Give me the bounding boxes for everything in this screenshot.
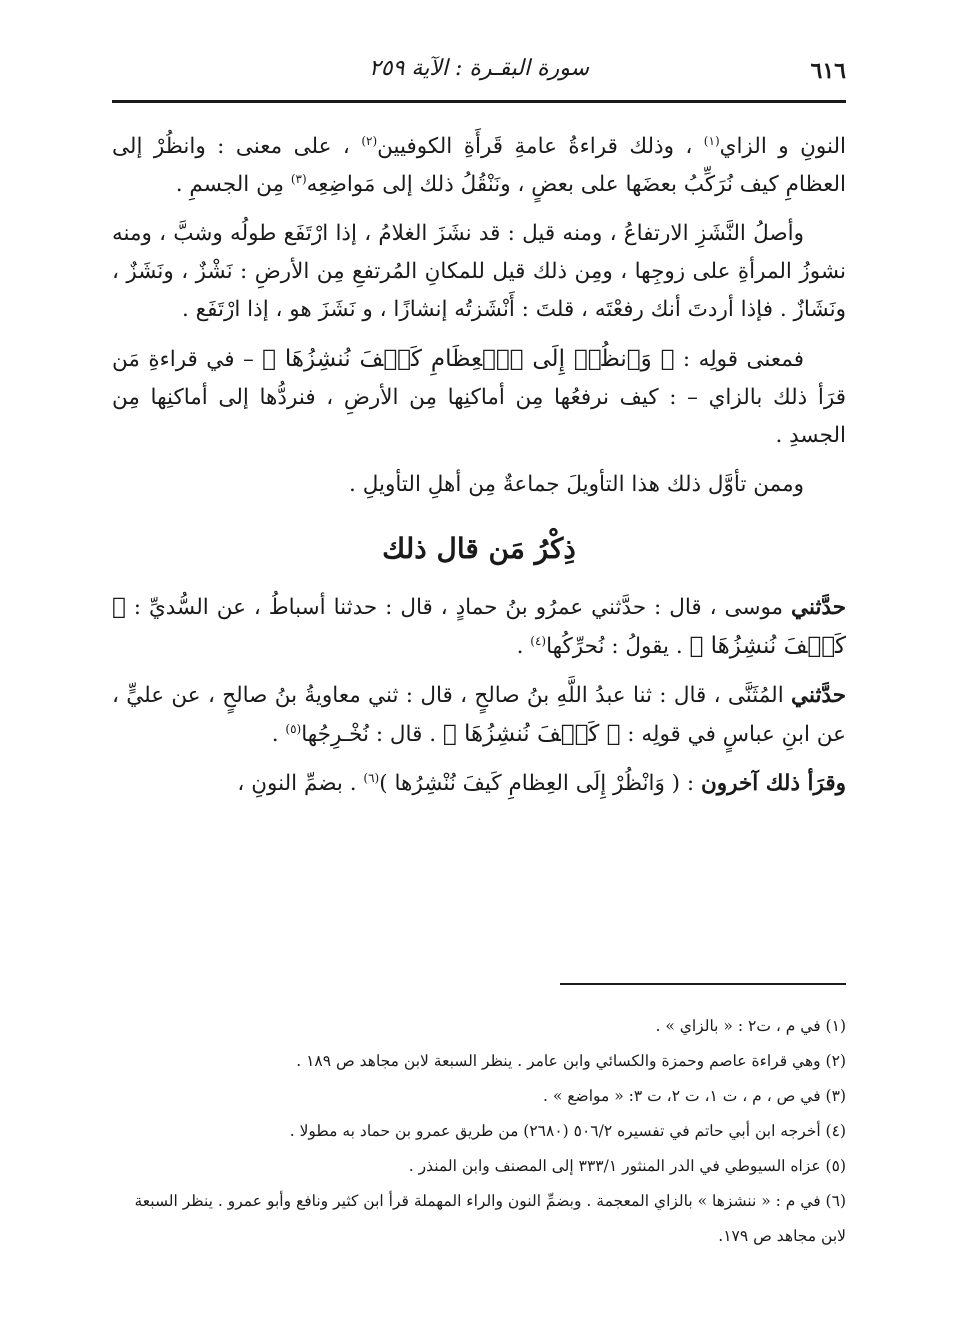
footnote-ref-4[interactable]: (٤) [530,633,547,648]
footnote-5: (٥) عزاه السيوطي في الدر المنثور ٣٣٣/١ إلى المصنف وابن المنذر . [408,1157,846,1175]
paragraph-2: وأصلُ النَّشَزِ الارتفاعُ ، ومنه قيل : قد نشَزَ الغلامُ ، إذا ارْتَفَع طولُه وشبَّ ، ومنه نشوزُ المرأةِ على زوجِها ، ومِن ذلك قيل للمكانِ المُرتفعِ مِن الأرضِ : نَشْزٌ ، ونَشَزٌ ، ونَشَازٌ . فإذا أردتَ أنك رفعْتَه ، قلتَ : أَنْشَزتُه إنشازًا ، و نَشَزَ هو ، إذا ارْتَفَع . [112,221,846,322]
quran-verse: ﴿ كَيۡفَ نُنشِزُهَا ﴾ [442,721,621,747]
paragraph-3 [112,340,846,455]
quran-verse: ﴿ كَيۡفَ نُنشِزُهَا ﴾ [112,594,846,659]
text-run: . قال : نُخْـرِجُها [301,722,443,747]
reading-lead: وقرَأ ذلك آخرون [700,771,846,796]
text-run: . [516,634,531,659]
text-run: موسى ، قال : حدَّثني عمرُو بنُ حمادٍ ، قال : حدثنا أسباطُ ، عن السُّديِّ : [125,595,792,620]
header-rule [112,100,846,103]
text-run: ، على معنى : وانظُرْ إلى العظامِ كيف نُرَكِّبُ بعضَها على بعضٍ ، ونَنْقُلُ ذلك إلى مَواضِعِه [112,134,846,197]
footnote-2: (٢) وهي قراءة عاصم وحمزة والكسائي وابن عامر . ينظر السبعة لابن مجاهد ص ١٨٩ . [296,1052,846,1070]
hadith-1 [112,588,846,666]
hadith-2 [112,677,846,754]
footnote-6: (٦) في م : « ننشزها » بالزاي المعجمة . وبضمِّ النون والراء المهملة قرأ ابن كثير ونافع وأبو عمرو . ينظر السبعة لابن مجاهد ص ١٧٩. [134,1192,846,1245]
chain-lead: حدَّثني [791,683,846,708]
footnote-1: (١) في م ، ت٢ : « بالزاي » . [655,1017,846,1035]
footnote-3: (٣) في ص ، م ، ت ١، ت ٢، ت ٣: « مواضع » . [543,1087,846,1105]
footnote-ref-6[interactable]: (٦) [363,770,380,785]
footnote-ref-1[interactable]: (١) [703,133,720,148]
text-run: : ( وَانْظُرْ إِلَى العِظامِ كَيفَ نُنْشِرُها ) [379,771,701,796]
text-run: – في قراءةِ مَن قرَأ ذلك بالزاي – : كيف نرفعُها مِن أماكنِها مِن الأرضِ ، فنردُّها إلى أماكنِها مِن الجسدِ . [112,347,846,448]
text-run: المُثَنَّى ، قال : ثنا عبدُ اللَّهِ بنُ صالحٍ ، قال : ثني معاويةُ بنُ صالحٍ ، عن عليٍّ ، عن ابنِ عباسٍ في قولِه : [112,683,846,747]
quran-verse: ﴿ وَٱنظُرۡ إِلَى ٱلۡعِظَامِ كَيۡفَ نُنشِزُهَا ﴾ [262,346,675,372]
main-text [112,128,846,814]
text-run: . بضمِّ النونِ ، [237,771,364,796]
paragraph-1 [112,128,846,204]
text-run: مِن الجسمِ . [175,172,291,197]
page-header [112,52,846,98]
footnote-ref-2[interactable]: (٢) [361,133,378,148]
section-heading: ذِكْرُ مَن قال ذلك [382,532,576,565]
footnote-rule [560,983,846,985]
paragraph-4: وممن تأوَّل ذلك هذا التأويلَ جماعةٌ مِن أهلِ التأويلِ . [349,472,804,497]
footnotes [112,1009,846,1254]
footnote-ref-3[interactable]: (٣) [290,171,307,186]
text-run: فمعنى قولِه : [674,347,804,372]
text-run: ، وذلك قراءةُ عامةِ قَرأَةِ الكوفيين [377,134,704,159]
reading-note [112,765,846,803]
footnote-4: (٤) أخرجه ابن أبي حاتم في تفسيره ٥٠٦/٢ (٢٦٨٠) من طريق عمرو بن حماد به مطولا . [289,1122,846,1140]
text-run: . يقولُ : نُحرِّكُها [546,634,690,659]
page-number: ٦١٦ [810,58,846,84]
footnote-ref-5[interactable]: (٥) [285,721,302,736]
chain-lead: حدَّثني [791,595,846,620]
running-title: سورة البقـرة : الآية ٢٥٩ [368,56,590,81]
text-run: . [271,722,286,747]
text-run: النونِ و الزاي [719,134,846,159]
